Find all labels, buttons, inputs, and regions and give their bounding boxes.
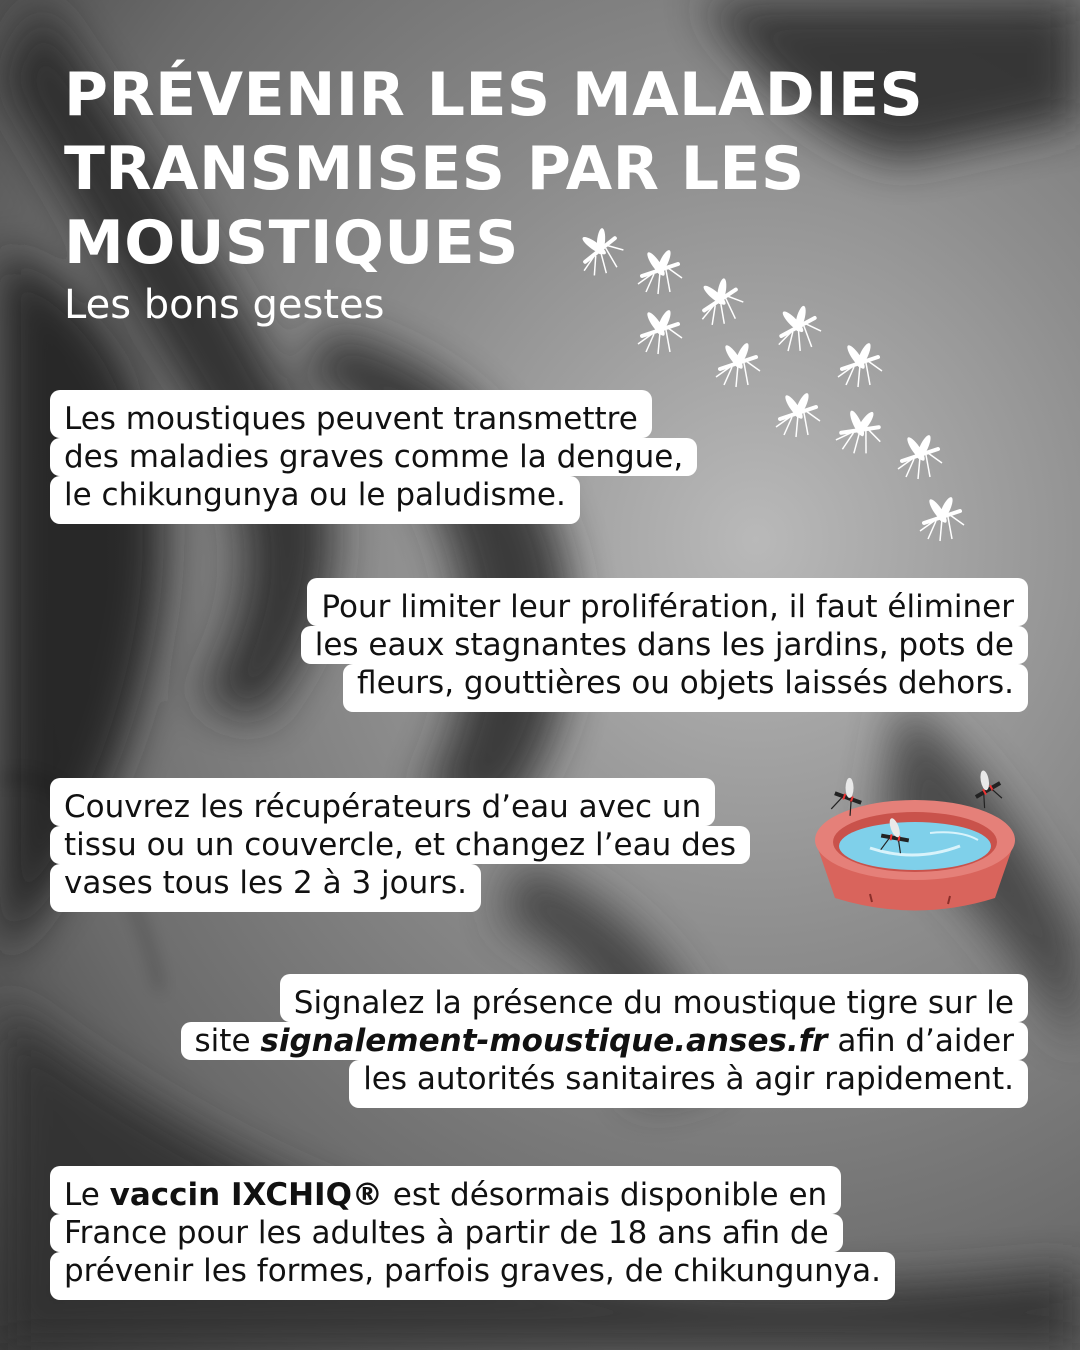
info-card-report-tiger-mosquito: [181, 974, 1028, 1108]
card-line: Signalez la présence du moustique tigre sur le: [280, 974, 1028, 1022]
info-card-vaccine: [50, 1166, 895, 1300]
title-line: MOUSTIQUES: [64, 208, 519, 278]
info-card-stagnant-water: [301, 578, 1028, 712]
card-line: les eaux stagnantes dans les jardins, pots de: [301, 626, 1028, 664]
card-line: prévenir les formes, parfois graves, de chikungunya.: [50, 1252, 895, 1300]
report-site-link[interactable]: signalement-moustique.anses.fr: [260, 1023, 828, 1059]
card-line: [181, 1022, 1028, 1060]
vaccine-name: vaccin IXCHIQ®: [109, 1177, 383, 1213]
card-line: Les moustiques peuvent transmettre: [50, 390, 652, 438]
card-line: les autorités sanitaires à agir rapidement.: [349, 1060, 1028, 1108]
info-card-diseases: [50, 390, 697, 524]
card-text: site: [194, 1023, 261, 1059]
title-line: TRANSMISES PAR LES: [64, 134, 805, 204]
card-line: des maladies graves comme la dengue,: [50, 438, 697, 476]
card-line: fleurs, gouttières ou objets laissés dehors.: [343, 664, 1028, 712]
info-card-cover-water: [50, 778, 750, 912]
card-text: afin d’aider: [827, 1023, 1014, 1059]
card-text: est désormais disponible en: [382, 1177, 828, 1213]
card-line: Pour limiter leur prolifération, il faut éliminer: [307, 578, 1028, 626]
card-line: tissu ou un couvercle, et changez l’eau des: [50, 826, 750, 864]
card-line: Couvrez les récupérateurs d’eau avec un: [50, 778, 715, 826]
page-subtitle: Les bons gestes: [64, 282, 385, 328]
water-bowl-with-mosquitoes-icon: [800, 768, 1030, 918]
card-line: le chikungunya ou le paludisme.: [50, 476, 580, 524]
title-line: PRÉVENIR LES MALADIES: [64, 60, 924, 130]
card-line: [50, 1166, 841, 1214]
card-line: vases tous les 2 à 3 jours.: [50, 864, 481, 912]
card-text: Le: [64, 1177, 110, 1213]
card-line: France pour les adultes à partir de 18 ans afin de: [50, 1214, 843, 1252]
